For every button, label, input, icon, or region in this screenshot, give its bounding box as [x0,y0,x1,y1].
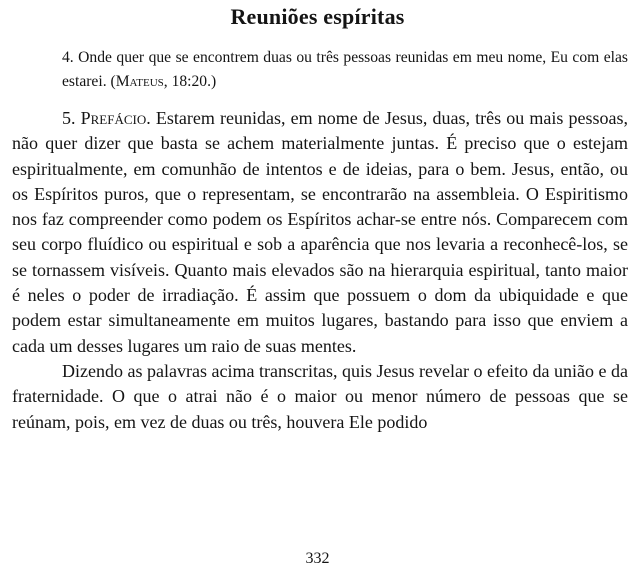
epigraph-text: 4. Onde quer que se encontrem duas ou três pessoas reunidas em meu nome, Eu com elas estarei. ( [62,49,628,90]
epigraph-quote [62,46,628,94]
section-heading: Prefácio. [80,108,151,128]
body-text [12,106,628,435]
section-number: 5. [62,108,76,128]
paragraph-1-text: Estarem reunidas, em nome de Jesus, duas, três ou mais pessoas, não quer dizer que basta se achem materialmente juntas. É preciso que o estejam espiritualmente, em comunhão de intentos e de ideias, para o bem. Jesus, então, ou os Espíritos puros, que o representam, se encontrarão na assembleia. O Espiritismo nos faz compreender como podem os Espíritos achar-se entre nós. Comparecem com seu corpo fluídico ou espiritual e sob a aparência que nos levaria a reconhecê-los, se se tornassem visíveis. Quanto mais elevados são na hierarquia espiritual, tanto maior é neles o poder de irradiação. É assim que possuem o dom da ubiquidade e que podem estar simultaneamente em muitos lugares, bastando para isso que enviem a cada um desses lugares um raio de suas mentes. [12,108,629,356]
epigraph-reference-verse: , 18:20.) [163,73,217,90]
paragraph-1 [12,106,628,359]
paragraph-2: Dizendo as palavras acima transcritas, quis Jesus revelar o efeito da união e da fraternidade. O que o atrai não é o maior ou menor número de pessoas que se reúnam, pois, em vez de duas ou três, houvera Ele podido [12,360,628,432]
page-number: 332 [305,550,330,567]
epigraph-reference-name: Mateus [115,73,164,90]
chapter-title: Reuniões espíritas [230,4,405,29]
